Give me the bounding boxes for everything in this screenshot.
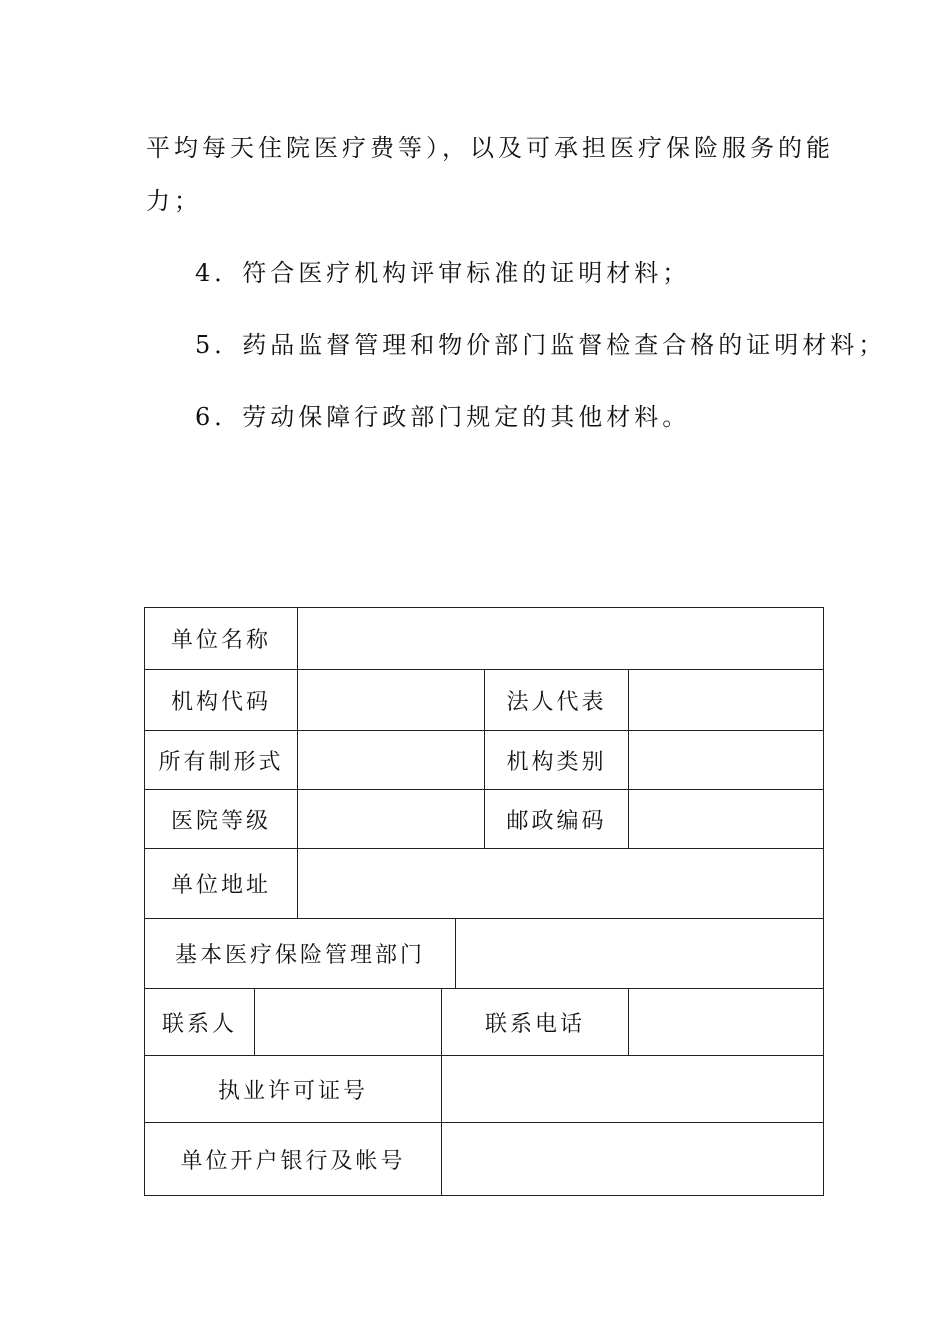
table-row-unit-name xyxy=(145,608,823,670)
phone-field[interactable] xyxy=(629,989,825,1055)
unit-name-field[interactable] xyxy=(298,608,825,669)
hospital-grade-label: 医院等级 xyxy=(145,790,298,848)
paragraph-line-2: 力； xyxy=(146,187,202,215)
bank-field[interactable] xyxy=(442,1123,825,1195)
legal-rep-field[interactable] xyxy=(629,670,825,730)
license-label: 执业许可证号 xyxy=(145,1056,442,1122)
table-row-ownership xyxy=(145,731,823,790)
phone-label: 联系电话 xyxy=(442,989,629,1055)
org-code-label: 机构代码 xyxy=(145,670,298,730)
table-row-bank xyxy=(145,1123,823,1195)
org-type-label: 机构类别 xyxy=(485,731,629,789)
ownership-field[interactable] xyxy=(298,731,485,789)
unit-name-label: 单位名称 xyxy=(145,608,298,669)
table-row-hospital-grade xyxy=(145,790,823,849)
bank-label: 单位开户银行及帐号 xyxy=(145,1123,442,1195)
contact-label: 联系人 xyxy=(145,989,255,1055)
table-row-contact xyxy=(145,989,823,1056)
license-field[interactable] xyxy=(442,1056,825,1122)
registration-form-table xyxy=(144,607,824,1196)
ownership-label: 所有制形式 xyxy=(145,731,298,789)
insurance-dept-field[interactable] xyxy=(456,919,825,988)
address-label: 单位地址 xyxy=(145,849,298,918)
table-row-org-code xyxy=(145,670,823,731)
contact-field[interactable] xyxy=(255,989,442,1055)
org-code-field[interactable] xyxy=(298,670,485,730)
list-item-4: 4．符合医疗机构评审标准的证明材料； xyxy=(195,259,691,287)
list-item-5: 5．药品监督管理和物价部门监督检查合格的证明材料； xyxy=(195,331,887,359)
legal-rep-label: 法人代表 xyxy=(485,670,629,730)
org-type-field[interactable] xyxy=(629,731,825,789)
insurance-dept-label: 基本医疗保险管理部门 xyxy=(145,919,456,988)
address-field[interactable] xyxy=(298,849,825,918)
hospital-grade-field[interactable] xyxy=(298,790,485,848)
table-row-insurance-dept xyxy=(145,919,823,989)
postcode-field[interactable] xyxy=(629,790,825,848)
list-item-6: 6．劳动保障行政部门规定的其他材料。 xyxy=(195,403,691,431)
table-row-address xyxy=(145,849,823,919)
paragraph-line-1: 平均每天住院医疗费等），以及可承担医疗保险服务的能 xyxy=(146,134,834,162)
postcode-label: 邮政编码 xyxy=(485,790,629,848)
table-row-license xyxy=(145,1056,823,1123)
